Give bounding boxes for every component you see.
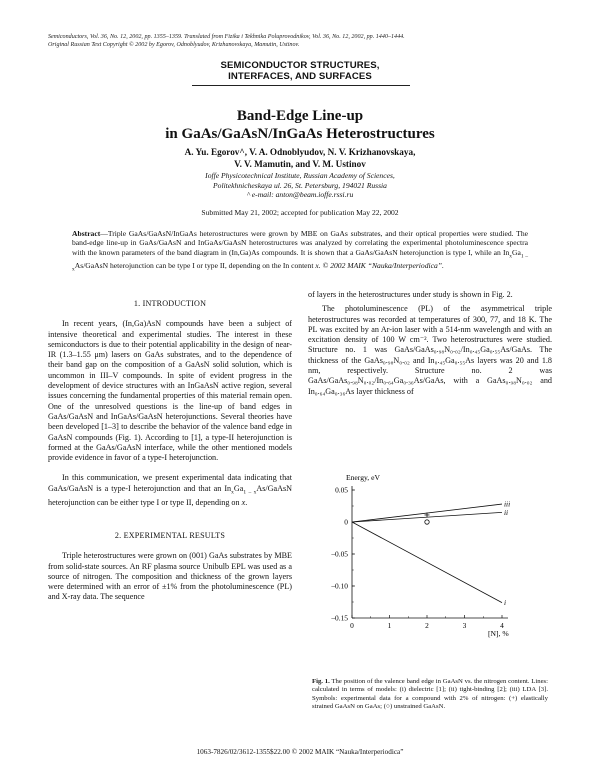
right-column — [308, 290, 552, 397]
affiliation — [0, 171, 600, 200]
authors-line1: A. Yu. Egorov^, V. A. Odnoblyudov, N. V. Krizhanovskaya, — [184, 147, 416, 157]
y-tick-label: –0.05 — [331, 549, 348, 559]
abstract — [72, 229, 528, 275]
journal-header — [48, 33, 552, 49]
experimental-paragraph-2: The photoluminescence (PL) of the asymmetrical triple heterostructures was recorded at temperatures of 300, 77, and 18 K. The PL was excited by an Ar-ion laser with a 514-nm wavelength and with an excitation density of 100 W cm⁻². Two heterostructures were studied. Structure no. 1 was GaAs/GaAs₀.₉₈N₀.₀₂/In₀.₄₅Ga₀.₅₅As/GaAs. The thickness of the GaAs₀.₉₈N₀.₀₂ and In₀.₄₅Ga₀.₅₅As layers was 20 and 1.8 nm, respectively. Structure no. 2 was GaAs/GaAs₀.₉₈N₀.₀₂/In₀.₆₄Ga₀.₃₆As/GaAs, with a GaAs₀.₉₈N₀.₀₂ and In₀.₆₄Ga₀.₃₆As layer thickness of — [308, 304, 552, 396]
article-title — [0, 108, 600, 143]
intro-paragraph-1: In recent years, (In,Ga)AsN compounds have been a subject of intensive theoretical and experimental studies. The interest in these semiconductors is due to their potential applicability in the design of near-IR (1.3–1.55 μm) lasers on GaAs substrates, and to the dependence of their band gap on the composition of a GaAsN solid solution, which is uncommon in III–V compounds. In spite of evident progress in the development of device structures with an InGaAsN active region, several issues concerning the fundamental properties of this material remain open. One of the unresolved questions is the line-up of band edges in GaAs/GaAsN and InGaAs/GaAsN heterojunctions. Several theories have been developed [1–3] to describe the behavior of the valence band edge in GaAsN compounds (Fig. 1). According to [1], a type-II heterojunction is formed at the GaAs/GaAsN interface, while the other mentioned models provide evidence in favor of a type-I heterojunction. — [48, 319, 292, 463]
abstract-sub-x: x — [509, 253, 513, 260]
y-tick-label: 0 — [344, 517, 348, 527]
affiliation-line2: Politekhnicheskaya ul. 26, St. Petersburg, 194021 Russia — [213, 180, 387, 190]
intro-p2-c: As/GaAsN heterojunction can be either type I or type II, depending on — [48, 483, 292, 507]
x-tick-label: 4 — [500, 621, 504, 630]
series-label-i: i — [504, 598, 507, 608]
intro-p2-d: . — [245, 497, 248, 507]
y-tick-label: 0.05 — [335, 485, 348, 495]
abstract-text-d: . © 2002 MAIK “Nauka/Interperiodica”. — [318, 261, 444, 271]
authors-line2: V. V. Mamutin, and V. M. Ustinov — [234, 159, 366, 169]
journal-line: Semiconductors, Vol. 36, No. 12, 2002, pp. 1355–1359. Translated from Fizika i Tekhnika Poluprovodnikov, Vol. 36, No. 12, 2002, pp. 1440–1444. — [48, 34, 405, 40]
section-rule — [192, 85, 410, 86]
intro-p2-sub-x: x — [231, 489, 234, 496]
series-label-iii: iii — [504, 499, 511, 509]
title-line1: Band-Edge Line-up — [236, 108, 364, 124]
series-label-ii: ii — [504, 507, 509, 517]
submission-dates: Submitted May 21, 2002; accepted for publication May 22, 2002 — [201, 208, 399, 217]
section-heading — [0, 60, 600, 82]
abstract-text-c: As/GaAsN heterojunction can be type I or type II, depending on the In content — [74, 261, 316, 271]
caption-text: The position of the valence band edge in GaAsN vs. the nitrogen content. Lines: calculated in terms of models: (i) dielectric [1]; (ii) tight-binding [2]; (iii) LDA [3]. Symbols: experimental data for a compound with 2% of nitrogen: (+) elastically strained GaAsN on GaAs; (○) unstrained GaAsN. — [312, 678, 548, 710]
x-tick-label: 1 — [387, 621, 392, 630]
x-tick-label: 2 — [425, 621, 429, 630]
experimental-heading: 2. EXPERIMENTAL RESULTS — [114, 530, 226, 540]
intro-p2-b: Ga — [233, 483, 244, 493]
copyright-line: Original Russian Text Copyright © 2002 by Egorov, Odnoblyudov, Krizhanovskaya, Mamutin, Ustinov. — [48, 42, 300, 48]
abstract-var-x: x — [315, 261, 319, 271]
page-footer: 1063-7826/02/3612-1355$22.00 © 2002 MAIK “Nauka/Interperiodica” — [196, 748, 404, 756]
section-heading-line2: INTERFACES, AND SURFACES — [228, 71, 372, 82]
caption-label: Fig. 1. — [312, 678, 330, 685]
figure-1-chart — [308, 468, 552, 676]
experimental-paragraph-1-cont: of layers in the heterostructures under study is shown in Fig. 2. — [308, 290, 513, 299]
section-heading-line1: SEMICONDUCTOR STRUCTURES, — [220, 60, 380, 71]
intro-paragraph-2 — [48, 473, 292, 508]
figure-1-caption — [312, 678, 548, 711]
y-tick-label: –0.15 — [331, 613, 348, 623]
abstract-label: Abstract — [72, 229, 101, 238]
intro-p2-a: In this communication, we present experimental data indicating that GaAs/GaAsN is a type-I heterojunction and that an In — [48, 473, 292, 493]
intro-p2-sub-1x: 1 – x — [243, 489, 257, 496]
y-axis-label: Energy, eV — [346, 473, 380, 482]
abstract-sub-1x: 1 – x — [72, 253, 528, 273]
abstract-text-a: —Triple GaAs/GaAsN/InGaAs heterostructures were grown by MBE on GaAs substrates, and their optical properties were studied. The band-edge line-up in GaAs/GaAsN and InGaAs/GaAsN heterostructures was analyzed by correlating the experimental photoluminescence spectra with the known parameters of the band diagram in (In,Ga)As compounds. It is shown that a GaAs/GaAsN heterojunction is type I, while an In — [72, 229, 528, 257]
authors — [0, 146, 600, 170]
left-column — [48, 290, 292, 603]
title-line2: in GaAs/GaAsN/InGaAs Heterostructures — [165, 125, 435, 142]
affiliation-line1: Ioffe Physicotechnical Institute, Russian Academy of Sciences, — [205, 171, 395, 180]
experimental-paragraph-1: Triple heterostructures were grown on (001) GaAs substrates by MBE from solid-state sources. An RF plasma source Unibulb EPL was used as a source of nitrogen. The composition and thickness of the grown layers were determined with an error of ±1% from the photoluminescence (PL) and X-ray data. The sequence — [48, 551, 292, 602]
y-tick-label: –0.10 — [331, 581, 348, 591]
affiliation-email: ^ e-mail: anton@beam.ioffe.rssi.ru — [246, 190, 354, 200]
x-axis-label: [N], % — [488, 629, 509, 638]
x-tick-label: 3 — [462, 621, 467, 630]
series-line-i — [352, 522, 502, 603]
intro-heading: 1. INTRODUCTION — [133, 299, 207, 308]
x-tick-label: 0 — [350, 621, 354, 630]
point-circle — [425, 520, 429, 524]
abstract-text-b: Ga — [512, 247, 521, 257]
intro-p2-var: x — [241, 497, 246, 507]
